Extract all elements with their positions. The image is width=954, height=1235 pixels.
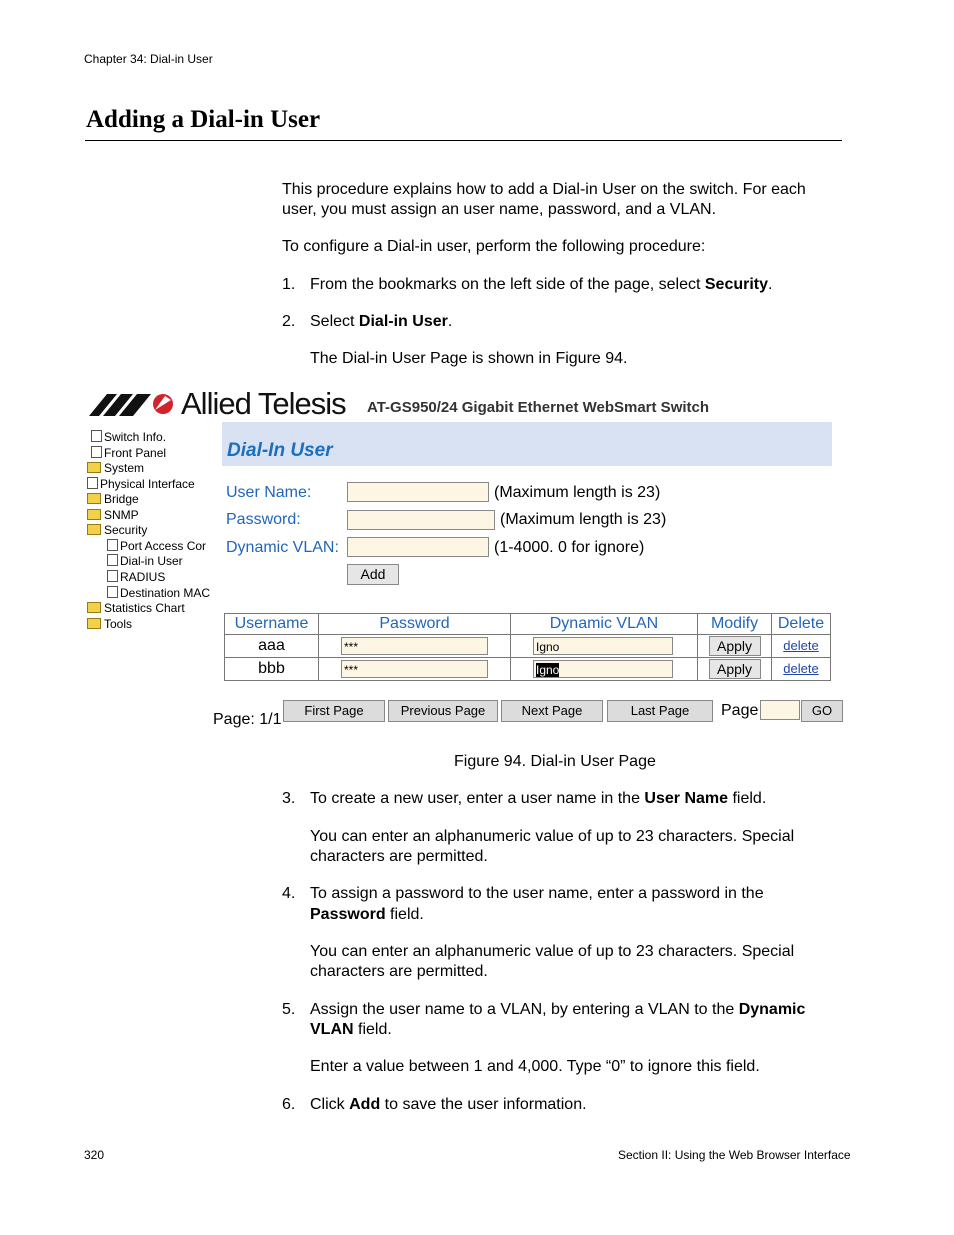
step-6-number: 6.: [282, 1096, 296, 1113]
cell-username: aaa: [225, 635, 319, 658]
previous-page-button[interactable]: Previous Page: [388, 700, 498, 722]
col-modify: Modify: [698, 614, 772, 635]
password-hint: (Maximum length is 23): [500, 511, 667, 528]
page-number: 320: [84, 1148, 105, 1162]
step-3-note-2: characters are permitted.: [310, 848, 488, 865]
title-rule: [85, 140, 842, 141]
row-vlan-input[interactable]: Igno: [533, 660, 673, 678]
brand-name: Allied Telesis: [181, 386, 346, 421]
tree-item-system[interactable]: System: [87, 461, 144, 476]
last-page-button[interactable]: Last Page: [607, 700, 713, 722]
add-button[interactable]: Add: [347, 564, 399, 585]
folder-icon: [87, 602, 101, 613]
step-3-text: To create a new user, enter a user name in the User Name field.: [310, 790, 767, 807]
step-5-text-2: VLAN field.: [310, 1021, 392, 1038]
tree-item-switch-info[interactable]: Switch Info.: [91, 430, 166, 445]
page-icon: [107, 570, 118, 582]
step-3-number: 3.: [282, 790, 296, 807]
table-row: [225, 658, 831, 681]
folder-icon: [87, 493, 101, 504]
intro-line-1: This procedure explains how to add a Dial-in User on the switch. For each: [282, 181, 806, 198]
page-icon: [91, 430, 102, 442]
step-5-text-1: Assign the user name to a VLAN, by entering a VLAN to the Dynamic: [310, 1001, 806, 1018]
procedure-intro: To configure a Dial-in user, perform the following procedure:: [282, 238, 706, 255]
folder-icon: [87, 509, 101, 520]
page-info: Page: 1/1: [213, 711, 282, 728]
tree-item-destination-mac[interactable]: Destination MAC: [107, 586, 210, 601]
cell-username: bbb: [225, 658, 319, 681]
page-icon: [107, 539, 118, 551]
allied-telesis-logo-icon: [89, 390, 177, 418]
page-title: Adding a Dial-in User: [86, 106, 321, 133]
password-label: Password:: [226, 511, 301, 528]
step-1-text: From the bookmarks on the left side of the page, select Security.: [310, 276, 773, 293]
step-3-note-1: You can enter an alphanumeric value of up to 23 characters. Special: [310, 828, 795, 845]
first-page-button[interactable]: First Page: [283, 700, 385, 722]
delete-link[interactable]: delete: [783, 638, 819, 653]
delete-link[interactable]: delete: [783, 661, 819, 676]
page-icon: [87, 477, 98, 489]
page-icon: [107, 554, 118, 566]
dynamic-vlan-label: Dynamic VLAN:: [226, 539, 339, 556]
step-5-number: 5.: [282, 1001, 296, 1018]
dynamic-vlan-hint: (1-4000. 0 for ignore): [494, 539, 645, 556]
user-name-hint: (Maximum length is 23): [494, 484, 661, 501]
step-2-text: Select Dial-in User.: [310, 313, 453, 330]
tree-item-statistics-chart[interactable]: Statistics Chart: [87, 601, 185, 616]
tree-item-front-panel[interactable]: Front Panel: [91, 446, 166, 461]
row-vlan-input[interactable]: Igno: [533, 637, 673, 655]
step-4-text-2: Password field.: [310, 906, 424, 923]
apply-button[interactable]: Apply: [709, 636, 761, 656]
open-folder-icon: [87, 524, 101, 535]
page-icon: [107, 586, 118, 598]
col-delete: Delete: [772, 614, 831, 635]
page-jump-input[interactable]: [760, 700, 800, 720]
step-4-note-2: characters are permitted.: [310, 963, 488, 980]
apply-button[interactable]: Apply: [709, 659, 761, 679]
tree-item-tools[interactable]: Tools: [87, 617, 132, 632]
col-username: Username: [225, 614, 319, 635]
step-6-text: Click Add to save the user information.: [310, 1096, 587, 1113]
user-name-input[interactable]: [347, 482, 489, 502]
page-icon: [91, 446, 102, 458]
page-jump-label: Page: [721, 702, 759, 719]
figure-screenshot: [85, 386, 845, 736]
user-table: [224, 613, 831, 681]
user-name-label: User Name:: [226, 484, 312, 501]
tree-item-port-access[interactable]: Port Access Cor: [107, 539, 206, 554]
tree-item-snmp[interactable]: SNMP: [87, 508, 139, 523]
tree-item-dial-in-user[interactable]: Dial-in User: [107, 554, 183, 569]
model-name: AT-GS950/24 Gigabit Ethernet WebSmart Switch: [367, 399, 710, 416]
col-dynamic-vlan: Dynamic VLAN: [511, 614, 698, 635]
section-footer: Section II: Using the Web Browser Interface: [618, 1148, 851, 1162]
folder-icon: [87, 618, 101, 629]
tree-item-security[interactable]: Security: [87, 523, 147, 538]
col-password: Password: [319, 614, 511, 635]
password-input[interactable]: [347, 510, 495, 530]
step-5-note: Enter a value between 1 and 4,000. Type “0” to ignore this field.: [310, 1058, 760, 1075]
figure-caption: Figure 94. Dial-in User Page: [454, 753, 656, 770]
step-2-note: The Dial-in User Page is shown in Figure 94.: [310, 350, 628, 367]
row-password-input[interactable]: ***: [341, 637, 488, 655]
tree-item-physical-interface[interactable]: Physical Interface: [87, 477, 195, 492]
step-4-text-1: To assign a password to the user name, enter a password in the: [310, 885, 764, 902]
chapter-header: Chapter 34: Dial-in User: [84, 52, 213, 66]
step-4-number: 4.: [282, 885, 296, 902]
go-button[interactable]: GO: [801, 700, 843, 722]
dynamic-vlan-input[interactable]: [347, 537, 489, 557]
next-page-button[interactable]: Next Page: [501, 700, 603, 722]
step-4-note-1: You can enter an alphanumeric value of up to 23 characters. Special: [310, 943, 795, 960]
panel-title: Dial-In User: [227, 440, 333, 461]
row-password-input[interactable]: ***: [341, 660, 488, 678]
intro-line-2: user, you must assign an user name, password, and a VLAN.: [282, 201, 717, 218]
step-2-number: 2.: [282, 313, 296, 330]
step-1-number: 1.: [282, 276, 296, 293]
table-header-row: [225, 614, 831, 635]
table-row: [225, 635, 831, 658]
folder-icon: [87, 462, 101, 473]
tree-item-radius[interactable]: RADIUS: [107, 570, 165, 585]
tree-item-bridge[interactable]: Bridge: [87, 492, 139, 507]
